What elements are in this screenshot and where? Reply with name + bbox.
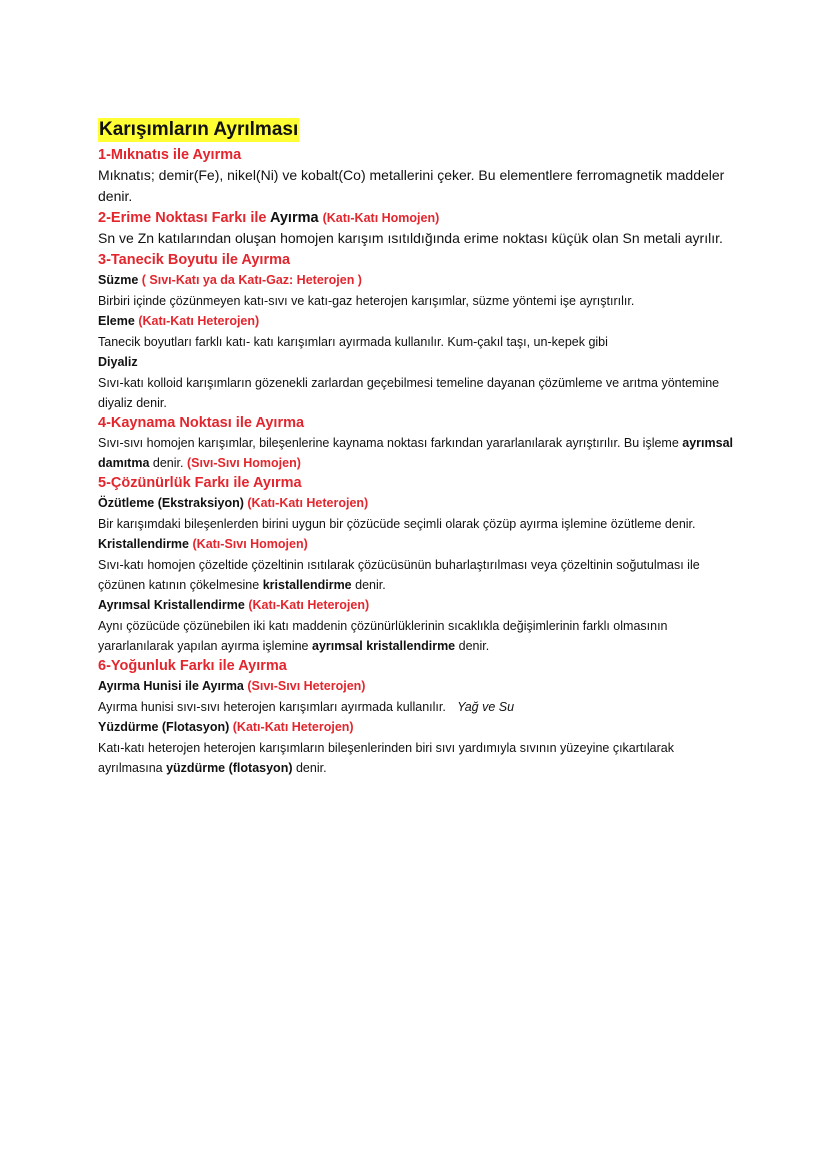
text-kristallendirme xyxy=(98,555,738,595)
text-eleme: Tanecik boyutları farklı katı- katı karışımları ayırmada kullanılır. Kum-çakıl taşı, un-kepek gibi xyxy=(98,335,608,349)
subheading-suzme xyxy=(98,270,738,291)
subheading-label: Kristallendirme xyxy=(98,537,190,551)
text-ayrimsal-kristallendirme xyxy=(98,616,738,656)
text-part: Sıvı-sıvı homojen karışımlar, bileşenlerine kaynama noktası farkından yararlanılarak ayrıştırılır. Bu işleme xyxy=(98,436,679,450)
subheading-tag: (Sıvı-Sıvı Heterojen) xyxy=(247,679,366,693)
subheading-ayrimsal-kristallendirme xyxy=(98,595,738,616)
heading-tag: (Katı-Katı Homojen) xyxy=(322,211,440,225)
subheading-label: Özütleme (Ekstraksiyon) xyxy=(98,496,244,510)
text-part: denir. xyxy=(355,578,386,592)
subheading-tag: (Katı-Sıvı Homojen) xyxy=(192,537,308,551)
text-ozutleme: Bir karışımdaki bileşenlerden birini uygun bir çözücüde seçimli olarak çözüp ayırma işlemine özütleme denir. xyxy=(98,517,696,531)
text-diyaliz: Sıvı-katı kolloid karışımların gözenekli zarlardan geçebilmesi temeline dayanan çözümleme ve arıtma yöntemine diyaliz denir. xyxy=(98,376,720,410)
text-part: Aynı çözücüde çözünebilen iki katı maddenin çözünürlüklerinin sıcaklıkla değişimlerinin farklı olmasının yararlanılarak yapılan ayırma işlemine xyxy=(98,619,668,653)
subheading-label: Yüzdürme (Flotasyon) xyxy=(98,720,230,734)
section-text-erime: Sn ve Zn katılarından oluşan homojen karışım ısıtıldığında erime noktası küçük olan Sn metali ayrılır. xyxy=(98,230,723,246)
text-part: Ayırma hunisi sıvı-sıvı heterojen karışımları ayırmada kullanılır. xyxy=(98,700,446,714)
subheading-label: Ayırma Hunisi ile Ayırma xyxy=(98,679,244,693)
bold-term: kristallendirme xyxy=(262,578,352,592)
subheading-yuzdurme xyxy=(98,717,738,738)
subheading-kristallendirme xyxy=(98,534,738,555)
section-heading-cozunurluk: 5-Çözünürlük Farkı ile Ayırma xyxy=(98,475,302,491)
subheading-label: Eleme xyxy=(98,314,135,328)
heading-black-part: Ayırma xyxy=(269,210,319,226)
subheading-tag: (Katı-Katı Heterojen) xyxy=(232,720,354,734)
subheading-tag: (Katı-Katı Heterojen) xyxy=(247,496,369,510)
subheading-ozutleme xyxy=(98,493,738,514)
bold-term: ayrımsal kristallendirme xyxy=(312,639,456,653)
document-page xyxy=(98,118,738,778)
bold-term: yüzdürme (flotasyon) xyxy=(166,761,293,775)
example-text: Yağ ve Su xyxy=(457,700,515,714)
subheading-tag: ( Sıvı-Katı ya da Katı-Gaz: Heterojen ) xyxy=(141,273,362,287)
heading-red-part: 2-Erime Noktası Farkı ile xyxy=(98,210,267,226)
text-part: denir. xyxy=(152,456,184,470)
subheading-label: Ayrımsal Kristallendirme xyxy=(98,598,245,612)
bold-term: ayrımsal damıtma xyxy=(98,436,734,470)
text-part: Sıvı-katı homojen çözeltide çözeltinin ısıtılarak çözücüsünün buharlaştırılması veya çözeltinin soğutulması ile çözünen katının çökelmesine xyxy=(98,558,700,592)
text-part: Katı-katı heterojen heterojen karışımların bileşenlerinden biri sıvı yardımıyla sıvının yüzeyine çıkartılarak ayrılmasına xyxy=(98,741,674,775)
section-heading-yogunluk: 6-Yoğunluk Farkı ile Ayırma xyxy=(98,658,287,674)
text-part: denir. xyxy=(295,761,327,775)
section-heading-miknatis: 1-Mıknatıs ile Ayırma xyxy=(98,147,242,163)
subheading-diyaliz: Diyaliz xyxy=(98,355,138,369)
subheading-ayirma-hunisi xyxy=(98,676,738,697)
section-text-miknatis: Mıknatıs; demir(Fe), nikel(Ni) ve kobalt(Co) metallerini çeker. Bu elementlere ferromagnetik maddeler denir. xyxy=(98,167,725,204)
text-ayirma-hunisi xyxy=(98,697,738,717)
text-suzme: Birbiri içinde çözünmeyen katı-sıvı ve katı-gaz heterojen karışımlar, süzme yöntemi işe ayrıştırılır. xyxy=(98,294,635,308)
section-heading-kaynama: 4-Kaynama Noktası ile Ayırma xyxy=(98,415,305,431)
text-tag: (Sıvı-Sıvı Homojen) xyxy=(186,456,301,470)
section-heading-tanecik: 3-Tanecik Boyutu ile Ayırma xyxy=(98,252,291,268)
text-kaynama xyxy=(98,433,738,473)
page-title: Karışımların Ayrılması xyxy=(99,119,299,140)
subheading-eleme xyxy=(98,311,738,332)
text-part: denir. xyxy=(458,639,490,653)
subheading-label: Süzme xyxy=(98,273,139,287)
subheading-tag: (Katı-Katı Heterojen) xyxy=(138,314,260,328)
text-yuzdurme xyxy=(98,738,738,778)
section-heading-erime xyxy=(98,208,738,228)
subheading-tag: (Katı-Katı Heterojen) xyxy=(248,598,370,612)
